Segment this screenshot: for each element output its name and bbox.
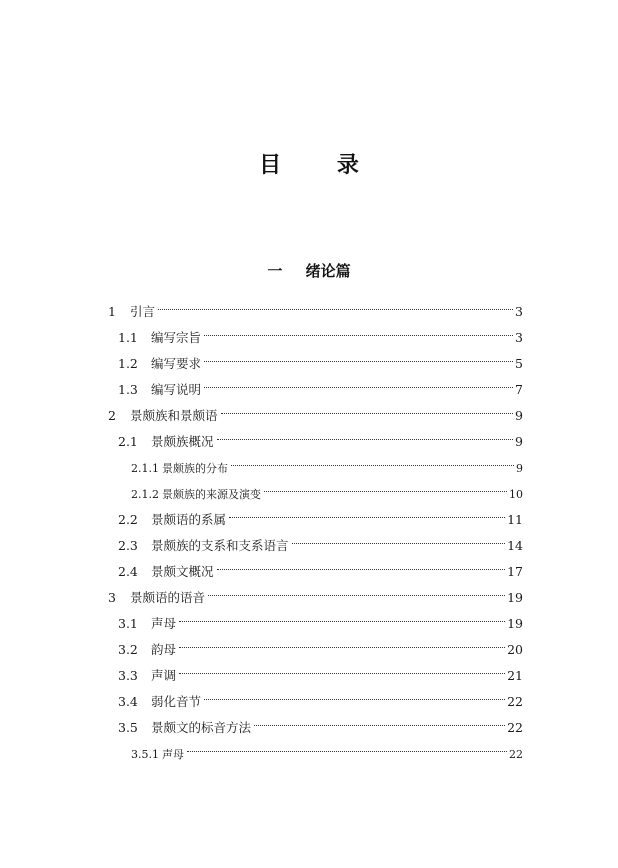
toc-entry-title: 景颇文的标音方法 xyxy=(151,720,252,735)
toc-entry[interactable] xyxy=(118,556,523,579)
dot-leader xyxy=(221,400,514,420)
toc-entry-title: 景颇族的来源及演变 xyxy=(162,488,261,501)
toc-entry-title: 景颇族的分布 xyxy=(162,462,228,475)
toc-entry-title: 声母 xyxy=(151,616,177,631)
toc-entry-number: 2.1.2 xyxy=(131,488,159,501)
toc-entry-number: 3.3 xyxy=(118,668,138,683)
toc-entry-number: 1.2 xyxy=(118,356,138,371)
toc-entry-number: 2.1.1 xyxy=(131,462,159,475)
dot-leader xyxy=(179,608,505,628)
toc-entry-number: 1.3 xyxy=(118,382,138,397)
toc-entry-title: 景颇族概况 xyxy=(151,434,214,449)
toc-entry[interactable] xyxy=(131,738,523,761)
toc-entry-number: 3.1 xyxy=(118,616,138,631)
toc-entry-title: 景颇语的语音 xyxy=(130,590,206,605)
toc-entry-number: 3.4 xyxy=(118,694,138,709)
toc-entry[interactable] xyxy=(118,348,523,371)
dot-leader xyxy=(231,452,514,472)
toc-entry-page: 9 xyxy=(515,434,523,449)
dot-leader xyxy=(217,426,514,446)
toc-entry-number: 2.4 xyxy=(118,564,138,579)
dot-leader xyxy=(264,478,507,498)
dot-leader xyxy=(292,530,506,550)
toc-entry-number: 3.2 xyxy=(118,642,138,657)
toc-entry-page: 22 xyxy=(507,720,523,735)
toc-entry-page: 22 xyxy=(509,748,523,761)
dot-leader xyxy=(204,322,513,342)
toc-entry-page: 9 xyxy=(516,462,523,475)
toc-entry-page: 22 xyxy=(507,694,523,709)
toc-entry[interactable] xyxy=(118,322,523,345)
toc-entry-page: 3 xyxy=(515,304,523,319)
toc-entry-page: 11 xyxy=(507,512,523,527)
dot-leader xyxy=(187,738,507,758)
dot-leader xyxy=(204,374,513,394)
toc-entry-page: 19 xyxy=(507,590,523,605)
page-title-char-1: 目 xyxy=(259,153,282,178)
toc-entry[interactable] xyxy=(118,608,523,631)
toc-entry-number: 2 xyxy=(108,408,116,423)
dot-leader xyxy=(217,556,506,576)
toc-entry[interactable] xyxy=(131,452,523,475)
toc-entry-title: 编写宗旨 xyxy=(151,330,202,345)
toc-entry[interactable] xyxy=(118,634,523,657)
toc-entry[interactable] xyxy=(118,686,523,709)
toc-entry-number: 1 xyxy=(108,304,116,319)
dot-leader xyxy=(204,348,513,368)
toc-entry-title: 景颇族的支系和支系语言 xyxy=(151,538,289,553)
toc-entry-number: 2.1 xyxy=(118,434,138,449)
toc-entry-title: 弱化音节 xyxy=(151,694,202,709)
toc-entry-title: 景颇族和景颇语 xyxy=(130,408,218,423)
dot-leader xyxy=(179,660,505,680)
toc-entry-title: 景颇语的系属 xyxy=(151,512,227,527)
part-number: 一 xyxy=(267,262,283,280)
part-heading xyxy=(0,260,618,281)
toc-entry-title: 景颇文概况 xyxy=(151,564,214,579)
dot-leader xyxy=(204,686,505,706)
toc-entry-title: 声母 xyxy=(162,748,184,761)
toc-entry-page: 10 xyxy=(509,488,523,501)
toc-entry-title: 韵母 xyxy=(151,642,177,657)
toc-entry[interactable] xyxy=(118,426,523,449)
toc-entry-number: 2.2 xyxy=(118,512,138,527)
toc-entry-page: 5 xyxy=(515,356,523,371)
dot-leader xyxy=(229,504,505,524)
toc-entry-number: 3.5.1 xyxy=(131,748,159,761)
toc-entry-page: 19 xyxy=(507,616,523,631)
toc-entry-page: 20 xyxy=(507,642,523,657)
toc-entry[interactable] xyxy=(118,504,523,527)
toc-entry-number: 1.1 xyxy=(118,330,138,345)
dot-leader xyxy=(158,296,513,316)
toc-entry-page: 7 xyxy=(515,382,523,397)
toc-entry[interactable] xyxy=(118,712,523,735)
toc-entry[interactable] xyxy=(118,374,523,397)
toc-entry[interactable] xyxy=(118,660,523,683)
toc-entry-page: 21 xyxy=(507,668,523,683)
toc-entry[interactable] xyxy=(108,400,523,423)
toc-entry-number: 3.5 xyxy=(118,720,138,735)
toc-entry[interactable] xyxy=(118,530,523,553)
toc-entry-title: 声调 xyxy=(151,668,177,683)
toc-entry[interactable] xyxy=(108,296,523,319)
toc-entry-page: 14 xyxy=(507,538,523,553)
toc-entry[interactable] xyxy=(108,582,523,605)
page-title-char-2: 录 xyxy=(336,153,359,178)
dot-leader xyxy=(208,582,505,602)
toc-entry-title: 编写要求 xyxy=(151,356,202,371)
toc-entry-page: 17 xyxy=(507,564,523,579)
page-title xyxy=(0,148,618,179)
toc-entry-number: 2.3 xyxy=(118,538,138,553)
toc-entry-page: 3 xyxy=(515,330,523,345)
toc-entry-page: 9 xyxy=(515,408,523,423)
dot-leader xyxy=(254,712,505,732)
toc-entry[interactable] xyxy=(131,478,523,501)
toc-entry-title: 编写说明 xyxy=(151,382,202,397)
dot-leader xyxy=(179,634,505,654)
toc-entry-title: 引言 xyxy=(130,304,156,319)
toc-entry-number: 3 xyxy=(108,590,116,605)
part-title: 绪论篇 xyxy=(305,262,351,280)
